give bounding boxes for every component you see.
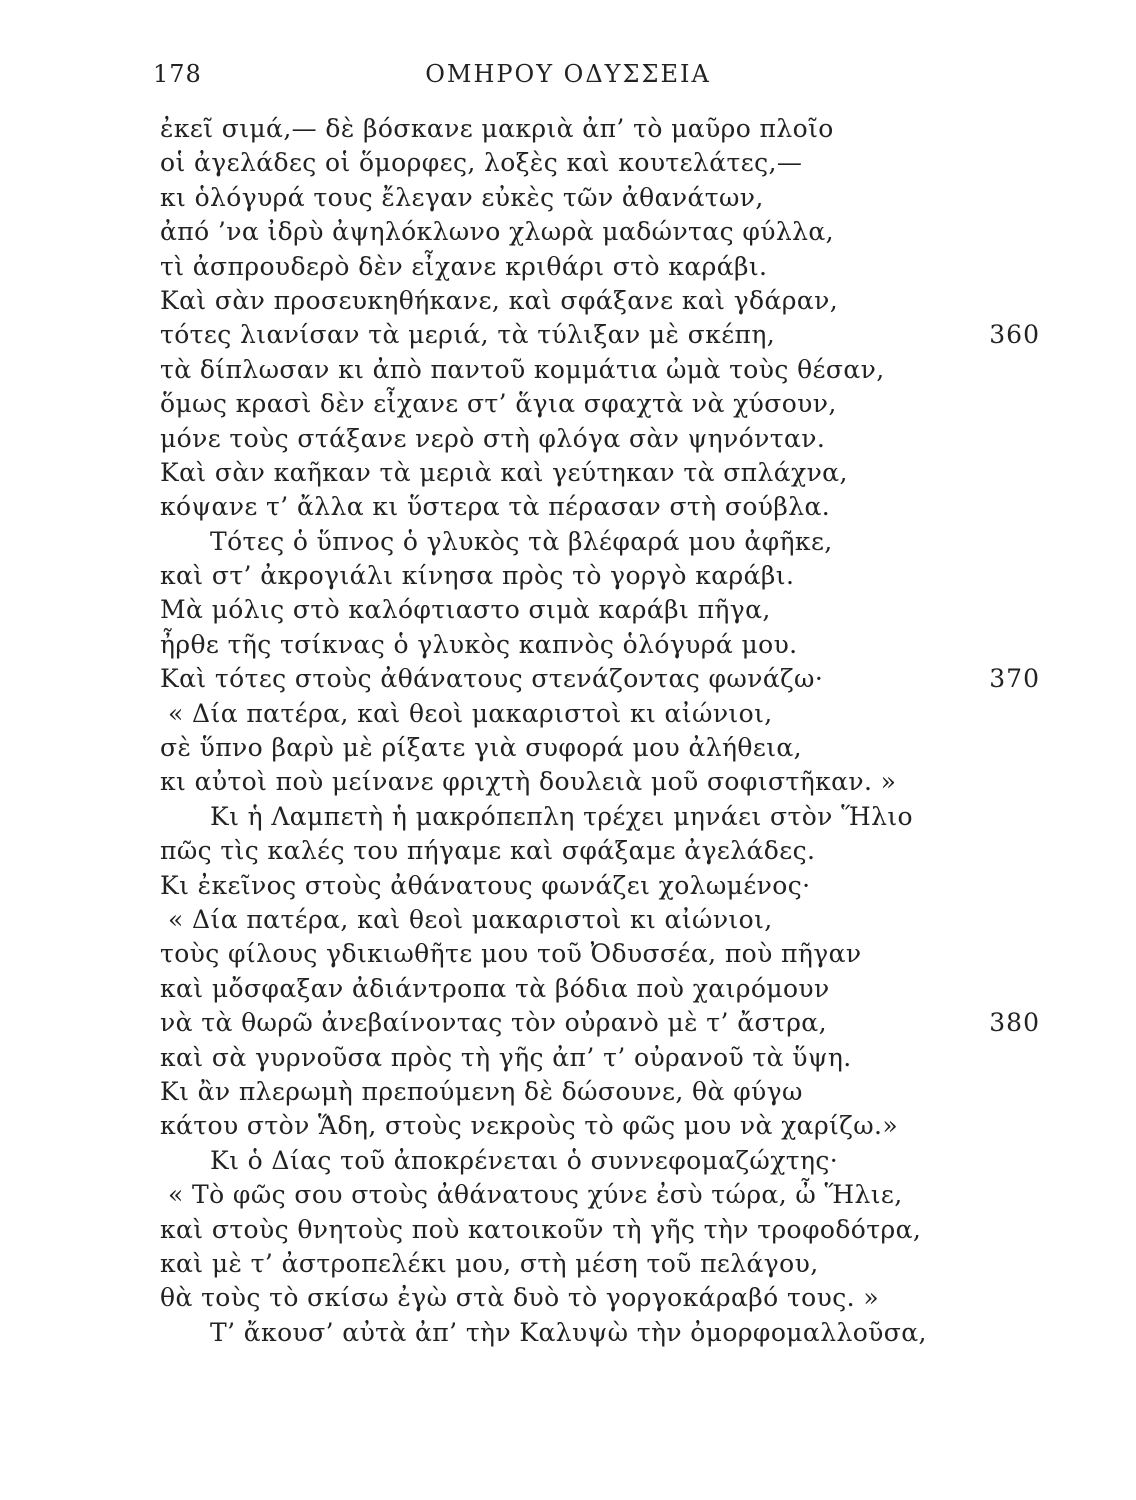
verse-text: καὶ στ’ ἀκρογιάλι κίνησα πρὸς τὸ γοργὸ καράβι.	[160, 561, 795, 591]
verse-text: « Δία πατέρα, καὶ θεοὶ μακαριστοὶ κι αἰώνιοι,	[168, 904, 773, 934]
verse-text: καὶ μὄσφαξαν ἀδιάντροπα τὰ βόδια ποὺ χαιρόμουν	[160, 973, 830, 1003]
verse-line	[160, 765, 1040, 799]
verse-line	[160, 1109, 1040, 1143]
verse-line	[160, 834, 1040, 868]
verse-text: κόψανε τ’ ἄλλα κι ὕστερα τὰ πέρασαν στὴ σούβλα.	[160, 492, 831, 522]
verse-block	[160, 112, 1040, 1350]
verse-text: πῶς τὶς καλές του πήγαμε καὶ σφάξαμε ἀγελάδες.	[160, 836, 816, 866]
line-number: 360	[989, 320, 1040, 350]
verse-text: Κι ὁ Δίας τοῦ ἀποκρένεται ὁ συννεφομαζώχτης·	[210, 1145, 839, 1175]
verse-line	[160, 1178, 1040, 1212]
verse-text: καὶ μὲ τ’ ἀστροπελέκι μου, στὴ μέση τοῦ πελάγου,	[160, 1248, 819, 1278]
verse-line	[160, 112, 1040, 146]
verse-text: σὲ ὕπνο βαρὺ μὲ ρίξατε γιὰ συφορά μου ἀλήθεια,	[160, 733, 803, 763]
line-number: 370	[989, 664, 1040, 694]
verse-text: Κι ἐκεῖνος στοὺς ἀθάνατους φωνάζει χολωμένος·	[160, 870, 811, 900]
verse-text: θὰ τοὺς τὸ σκίσω ἐγὼ στὰ δυὸ τὸ γοργοκάραβό τους. »	[160, 1283, 880, 1313]
verse-line	[160, 490, 1040, 524]
verse-text: καὶ σὰ γυρνοῦσα πρὸς τὴ γῆς ἀπ’ τ’ οὐρανοῦ τὰ ὕψη.	[160, 1042, 852, 1072]
verse-text: κι αὐτοὶ ποὺ μείνανε φριχτὴ δουλειὰ μοῦ σοφιστῆκαν. »	[160, 767, 897, 797]
verse-line	[160, 250, 1040, 284]
verse-line	[160, 1041, 1040, 1075]
verse-line	[160, 456, 1040, 490]
verse-text: καὶ στοὺς θνητοὺς ποὺ κατοικοῦν τὴ γῆς τὴν τροφοδότρα,	[160, 1214, 922, 1244]
verse-line	[160, 972, 1040, 1006]
verse-text: Κι ἂν πλερωμὴ πρεπούμενη δὲ δώσουνε, θὰ φύγω	[160, 1076, 803, 1106]
verse-line	[160, 869, 1040, 903]
verse-line	[160, 1144, 1040, 1178]
verse-text: Καὶ τότες στοὺς ἀθάνατους στενάζοντας φωνάζω·	[160, 664, 824, 694]
verse-line	[160, 1006, 1040, 1040]
verse-text: Μὰ μόλις στὸ καλόφτιαστο σιμὰ καράβι πῆγα,	[160, 595, 771, 625]
verse-line	[160, 1281, 1040, 1315]
page-number: 178	[153, 60, 202, 88]
verse-line	[160, 318, 1040, 352]
verse-line	[160, 1316, 1040, 1350]
verse-text: κι ὁλόγυρά τους ἔλεγαν εὐκὲς τῶν ἀθανάτων,	[160, 182, 764, 212]
verse-line	[160, 593, 1040, 627]
verse-text: « Τὸ φῶς σου στοὺς ἀθάνατους χύνε ἐσὺ τώρα, ὦ Ἥλιε,	[168, 1180, 903, 1210]
verse-line	[160, 697, 1040, 731]
verse-text: τοὺς φίλους γδικιωθῆτε μου τοῦ Ὀδυσσέα, ποὺ πῆγαν	[160, 939, 862, 969]
verse-text: ἐκεῖ σιμά,— δὲ βόσκανε μακριὰ ἀπ’ τὸ μαῦρο πλοῖο	[160, 114, 834, 143]
verse-text: τότες λιανίσαν τὰ μεριά, τὰ τύλιξαν μὲ σκέπη,	[160, 320, 776, 350]
verse-line	[160, 731, 1040, 765]
verse-text: Κι ἡ Λαμπετὴ ἡ μακρόπεπλη τρέχει μηνάει στὸν Ἥλιο	[210, 801, 913, 831]
verse-line	[160, 284, 1040, 318]
verse-text: τὶ ἀσπρουδερὸ δὲν εἶχανε κριθάρι στὸ καράβι.	[160, 251, 768, 281]
verse-line	[160, 146, 1040, 180]
verse-line	[160, 662, 1040, 696]
verse-text: Καὶ σὰν προσευκηθήκανε, καὶ σφάξανε καὶ γδάραν,	[160, 285, 839, 315]
verse-text: Τ’ ἄκουσ’ αὐτὰ ἀπ’ τὴν Καλυψὼ τὴν ὀμορφομαλλοῦσα,	[210, 1317, 927, 1347]
verse-line	[160, 422, 1040, 456]
line-number: 380	[989, 1008, 1040, 1038]
running-title: ΟΜΗΡΟΥ ΟΔΥΣΣΕΙΑ	[425, 60, 711, 88]
verse-text: νὰ τὰ θωρῶ ἀνεβαίνοντας τὸν οὐρανὸ μὲ τ’ ἄστρα,	[160, 1008, 827, 1038]
verse-line	[160, 353, 1040, 387]
verse-line	[160, 937, 1040, 971]
verse-text: κάτου στὸν Ἅδη, στοὺς νεκροὺς τὸ φῶς μου νὰ χαρίζω.»	[160, 1111, 899, 1141]
verse-line	[160, 1247, 1040, 1281]
verse-line	[160, 800, 1040, 834]
verse-text: Τότες ὁ ὕπνος ὁ γλυκὸς τὰ βλέφαρά μου ἀφῆκε,	[210, 526, 833, 556]
verse-text: μόνε τοὺς στάξανε νερὸ στὴ φλόγα σὰν ψηνόνταν.	[160, 423, 826, 453]
verse-text: οἱ ἀγελάδες οἱ ὅμορφες, λοξὲς καὶ κουτελάτες,—	[160, 148, 803, 178]
verse-line	[160, 181, 1040, 215]
verse-line	[160, 559, 1040, 593]
verse-line	[160, 903, 1040, 937]
verse-text: ὅμως κρασὶ δὲν εἶχανε στ’ ἅγια σφαχτὰ νὰ χύσουν,	[160, 389, 837, 419]
verse-line	[160, 525, 1040, 559]
verse-line	[160, 215, 1040, 249]
verse-text: τὰ δίπλωσαν κι ἀπὸ παντοῦ κομμάτια ὠμὰ τοὺς θέσαν,	[160, 354, 885, 384]
verse-text: Καὶ σὰν καῆκαν τὰ μεριὰ καὶ γεύτηκαν τὰ σπλάχνα,	[160, 457, 848, 487]
verse-line	[160, 628, 1040, 662]
verse-line	[160, 387, 1040, 421]
verse-text: ἦρθε τῆς τσίκνας ὁ γλυκὸς καπνὸς ὁλόγυρά μου.	[160, 629, 798, 659]
verse-line	[160, 1075, 1040, 1109]
verse-text: « Δία πατέρα, καὶ θεοὶ μακαριστοὶ κι αἰώνιοι,	[168, 698, 773, 728]
verse-line	[160, 1213, 1040, 1247]
verse-text: ἀπό ’να ἰδρὺ ἀψηλόκλωνο χλωρὰ μαδώντας φύλλα,	[160, 217, 834, 247]
